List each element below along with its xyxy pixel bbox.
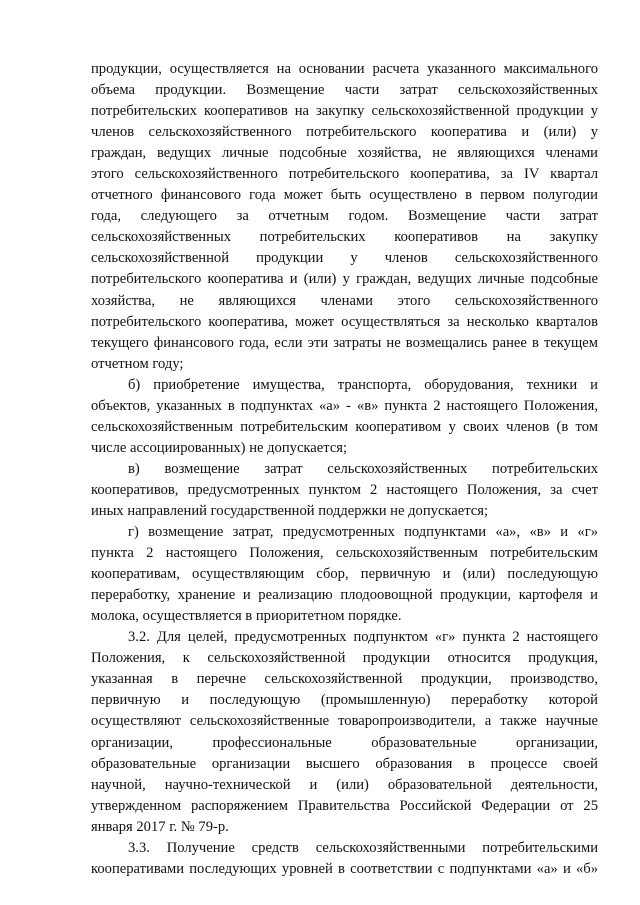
text-line: объема продукции. Возмещение части затрат сельскохозяйственных [91, 82, 598, 99]
text-line: продукции, осуществляется на основании расчета указанного максимального [91, 61, 598, 77]
text-line: 3.3. Получение средств сельскохозяйственными потребительскими [128, 839, 598, 856]
text-line: молока, осуществляется в приоритетном порядке. [91, 608, 402, 625]
text-line: потребительских кооперативов на закупку сельскохозяйственной продукции у [91, 103, 598, 120]
text-line: б) приобретение имущества, транспорта, оборудования, техники и [128, 376, 598, 393]
text-line: организации, профессиональные образовательные организации, [91, 734, 598, 751]
text-line: 3.2. Для целей, предусмотренных подпунктом «г» пункта 2 настоящего [128, 629, 598, 646]
text-line: кооперативами последующих уровней в соответствии с подпунктами «а» и «б» [91, 860, 598, 877]
text-line: в) возмещение затрат сельскохозяйственных потребительских [128, 460, 598, 477]
paragraph-subitem-v [91, 459, 598, 522]
text-line: пункта 2 настоящего Положения, сельскохозяйственным потребительским [91, 545, 598, 562]
text-line: хозяйства, не являющихся членами этого сельскохозяйственного [91, 292, 598, 309]
paragraph-continuation [91, 59, 598, 375]
text-line: кооперативам, осуществляющим сбор, первичную и (или) последующую [91, 566, 598, 583]
text-line: осуществляют сельскохозяйственные товаропроизводители, а также научные [91, 713, 598, 730]
text-line: г) возмещение затрат, предусмотренных подпунктами «а», «в» и «г» [128, 524, 598, 541]
text-line: января 2017 г. № 79-р. [91, 818, 229, 835]
text-line: иных направлений государственной поддержки не допускается; [91, 502, 489, 519]
document-page [91, 59, 598, 880]
text-line: переработку, хранение и реализацию плодоовощной продукции, картофеля и [91, 587, 598, 604]
text-line: Положения, к сельскохозяйственной продукции относится продукция, [91, 650, 598, 667]
text-line: членов сельскохозяйственного потребительского кооператива и (или) у [91, 124, 598, 141]
paragraph-3-2 [91, 627, 598, 837]
paragraph-subitem-b [91, 375, 598, 459]
text-line: граждан, ведущих личные подсобные хозяйства, не являющихся членами [91, 145, 598, 162]
text-line: этого сельскохозяйственного потребительского кооператива, за IV квартал [91, 166, 598, 183]
text-line: сельскохозяйственных потребительских кооперативов на закупку [91, 229, 598, 246]
text-line: кооперативов, предусмотренных пунктом 2 настоящего Положения, за счет [91, 481, 598, 498]
text-line: первичную и последующую (промышленную) переработку которой [91, 692, 598, 709]
text-line: объектов, указанных в подпунктах «а» - «в» пункта 2 настоящего Положения, [91, 397, 598, 414]
text-line: указанная в перечне сельскохозяйственной продукции, производство, [91, 671, 598, 688]
text-line: текущего финансового года, если эти затраты не возмещались ранее в текущем [91, 334, 598, 351]
text-line: года, следующего за отчетным годом. Возмещение части затрат [91, 208, 598, 225]
text-line: потребительского кооператива и (или) у граждан, ведущих личные подсобные [91, 271, 598, 288]
text-line: отчетном году; [91, 355, 184, 372]
text-line: сельскохозяйственным потребительским кооперативом у своих членов (в том [91, 418, 598, 435]
paragraph-3-3 [91, 838, 598, 880]
text-line: научной, научно-технической и (или) образовательной деятельности, [91, 776, 598, 793]
text-line: утвержденном распоряжением Правительства Российской Федерации от 25 [91, 797, 598, 814]
text-line: потребительского кооператива, может осуществляться за несколько кварталов [91, 313, 598, 330]
text-line: отчетного финансового года может быть осуществлено в первом полугодии [91, 187, 598, 204]
paragraph-subitem-g [91, 522, 598, 627]
text-line: сельскохозяйственной продукции у членов сельскохозяйственного [91, 250, 598, 267]
text-line: образовательные организации высшего образования в процессе своей [91, 755, 598, 772]
text-line: числе ассоциированных) не допускается; [91, 439, 348, 456]
